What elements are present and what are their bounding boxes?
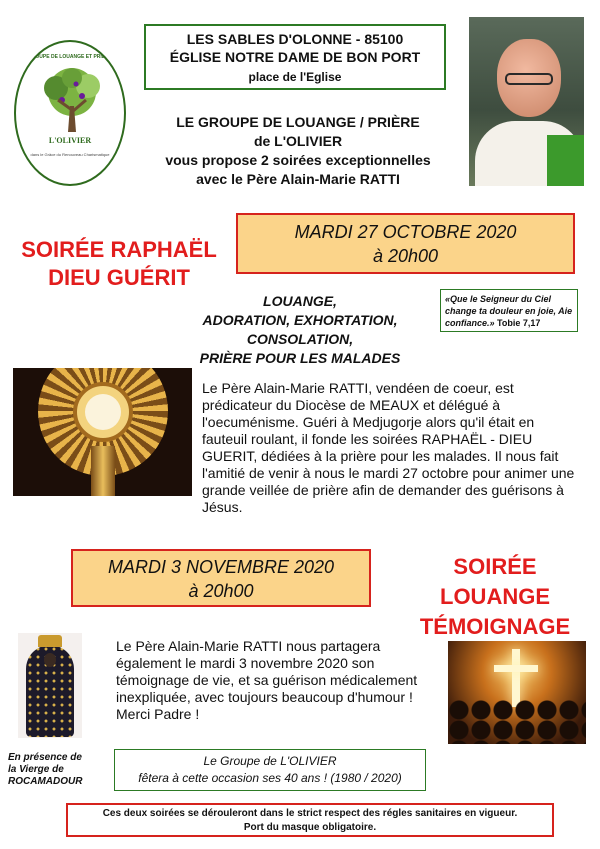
logo-name: L'OLIVIER	[48, 136, 92, 145]
event1-title-line-2: DIEU GUÉRIT	[48, 265, 190, 290]
crowd-silhouettes	[448, 700, 586, 744]
sanitary-notice	[66, 803, 554, 837]
event2-title-line-1: SOIRÉE	[453, 554, 537, 579]
monstrance-photo	[13, 368, 192, 496]
event1-date: MARDI 27 OCTOBRE 2020	[294, 222, 517, 242]
event2-time: à 20h00	[188, 581, 254, 601]
anniversary-line-1: Le Groupe de L'OLIVIER	[203, 754, 337, 768]
event2-title	[400, 552, 590, 642]
event2-date-box	[71, 549, 371, 607]
program-item: PRIÈRE POUR LES MALADES	[199, 350, 401, 366]
event2-title-line-3: TÉMOIGNAGE	[419, 614, 571, 639]
cross-icon	[512, 649, 520, 707]
intro-text	[130, 113, 466, 189]
program-item: ADORATION, EXHORTATION,	[202, 312, 398, 328]
crown-icon	[38, 635, 62, 647]
event1-program	[160, 292, 440, 368]
olive-tree-icon	[32, 66, 112, 136]
intro-line-3: vous propose 2 soirées exceptionnelles	[165, 152, 431, 168]
monstrance-host	[85, 394, 121, 430]
event2-description: Le Père Alain-Marie RATTI nous partagera également le mardi 3 novembre 2020 son témoignage de vie, et sa guérison médicalement inexpliquée, avec toujours beaucoup d'humour ! Merci Padre !	[116, 638, 418, 722]
priest-photo	[469, 17, 584, 186]
logo-top-text: GROUPE DE LOUANGE ET PRIÈRE	[27, 54, 113, 60]
intro-line-2: de L'OLIVIER	[253, 133, 343, 149]
event1-description: Le Père Alain-Marie RATTI, vendéen de coeur, est prédicateur du Diocèse de MEAUX et délégué à l'oecuménisme. Guéri à Medjugorje alors qu'il était en fauteuil roulant, il fonde les soirées RAPHAËL - DIEU GUERIT, dédiées à la prière pour les malades. Il nous fait l'amitié de venir à nous le mardi 27 octobre pour animer une grande veillée de prière afin de demander des guérisons à Jésus.	[202, 380, 575, 515]
anniversary-box	[114, 749, 426, 791]
logo-subtitle: dans le Grâce du Renouveau Charismatique	[30, 152, 110, 157]
sanitary-notice-line-1: Ces deux soirées se dérouleront dans le strict respect des régles sanitaires en vigueur.	[102, 808, 518, 819]
bible-quote-ref: Tobie 7,17	[497, 318, 541, 328]
event1-time: à 20h00	[372, 246, 439, 266]
address-line: place de l'Eglise	[248, 70, 342, 84]
event2-date: MARDI 3 NOVEMBRE 2020	[107, 557, 335, 577]
event1-date-box	[236, 213, 575, 274]
anniversary-line-2: fêtera à cette occasion ses 40 ans ! (1980 / 2020)	[138, 771, 402, 785]
worship-crowd-photo	[448, 641, 586, 744]
event1-title-line-1: SOIRÉE RAPHAËL	[21, 237, 217, 262]
monstrance-stem	[91, 446, 115, 496]
program-item: CONSOLATION,	[246, 331, 354, 347]
olivier-logo	[14, 40, 126, 186]
church-line: ÉGLISE NOTRE DAME DE BON PORT	[169, 49, 421, 65]
intro-line-4: avec le Père Alain-Marie RATTI	[196, 171, 400, 187]
bible-quote-box	[440, 289, 578, 332]
virgin-caption	[8, 752, 98, 788]
bible-quote-text: «Que le Seigneur du Ciel change ta douleur en joie, Aie confiance.»	[445, 294, 573, 328]
event1-title	[6, 236, 232, 292]
cross-icon-bar	[494, 665, 538, 672]
sanitary-notice-line-2: Port du masque obligatoire.	[243, 822, 377, 833]
city-line: LES SABLES D'OLONNE - 85100	[186, 31, 404, 47]
location-box	[144, 24, 446, 90]
virgin-caption-line-3: ROCAMADOUR	[8, 776, 83, 787]
program-item: LOUANGE,	[263, 293, 337, 309]
priest-glasses	[505, 73, 553, 85]
priest-stole	[547, 135, 584, 186]
intro-line-1: LE GROUPE DE LOUANGE / PRIÈRE	[176, 114, 420, 130]
virgin-statue-photo	[18, 633, 82, 738]
event2-title-line-2: LOUANGE	[440, 584, 550, 609]
virgin-caption-line-1: En présence de	[8, 752, 82, 763]
virgin-face	[44, 653, 56, 667]
virgin-caption-line-2: la Vierge de	[8, 764, 64, 775]
